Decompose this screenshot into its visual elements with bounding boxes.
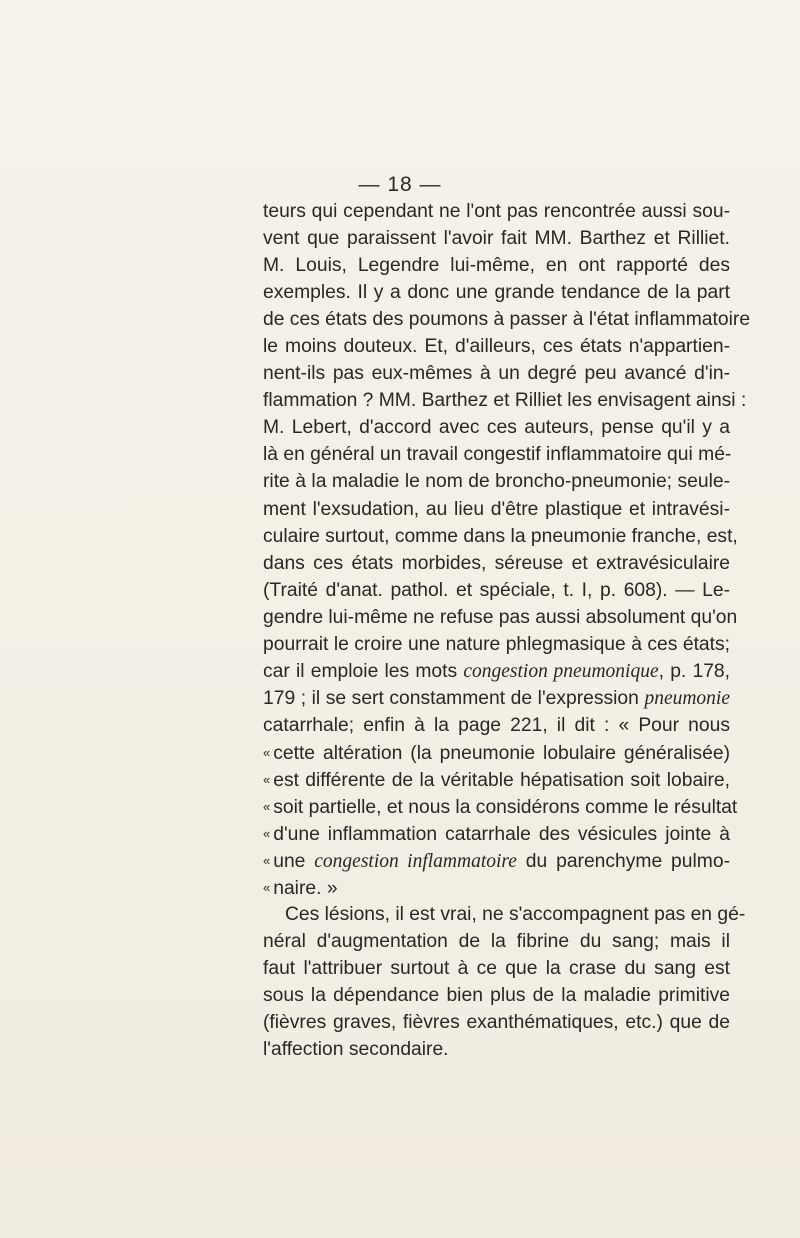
- guillemet: «: [263, 880, 271, 896]
- text-segment: soit partielle, et nous la considérons comme le résultat: [273, 797, 738, 819]
- text-line: faut l'attribuer surtout à ce que la crase du sang est: [263, 958, 730, 980]
- guillemet: «: [263, 771, 271, 787]
- quoted-line: [263, 820, 730, 847]
- text-line: l'affection secondaire.: [263, 1039, 449, 1061]
- text-line: (Traité d'anat. pathol. et spéciale, t. I, p. 608). — Le-: [263, 579, 730, 601]
- guillemet: «: [263, 826, 271, 842]
- text-segment: car il emploie les mots: [263, 660, 464, 682]
- text-line: catarrhale; enfin à la page 221, il dit : « Pour nous: [263, 714, 730, 736]
- text-line: rite à la maladie le nom de broncho-pneumonie; seule-: [263, 471, 730, 493]
- text-line: Ces lésions, il est vrai, ne s'accompagnent pas en gé-: [285, 904, 746, 926]
- quoted-line: [263, 847, 730, 874]
- text-segment: du parenchyme pulmo-: [516, 851, 730, 873]
- italic-term: congestion pneumonique: [463, 660, 659, 682]
- body-text: [263, 198, 751, 1064]
- text-line: gendre lui-même ne refuse pas aussi absolument qu'on: [263, 606, 738, 628]
- guillemet: «: [263, 744, 271, 760]
- quoted-line: [263, 874, 730, 901]
- text-line: [263, 685, 730, 712]
- text-line: pourrait le croire une nature phlegmasique à ces états;: [263, 633, 730, 655]
- text-segment: une: [273, 851, 315, 873]
- text-line: ment l'exsudation, au lieu d'être plastique et intravési-: [263, 498, 730, 520]
- text-line: M. Lebert, d'accord avec ces auteurs, pense qu'il y a: [263, 417, 730, 439]
- text-segment: cette altération (la pneumonie lobulaire généralisée): [273, 742, 730, 764]
- text-segment: 179 ; il se sert constamment de l'expression: [263, 687, 645, 709]
- text-line: néral d'augmentation de la fibrine du sang; mais il: [263, 931, 730, 953]
- text-segment: naire. »: [273, 878, 338, 900]
- text-line: teurs qui cependant ne l'ont pas rencontrée aussi sou-: [263, 201, 730, 222]
- guillemet: «: [263, 799, 271, 815]
- text-line: (fièvres graves, fièvres exanthématiques, etc.) que de: [263, 1012, 730, 1034]
- text-line: flammation ? MM. Barthez et Rilliet les envisagent ainsi :: [263, 390, 747, 412]
- italic-term: pneumonie: [644, 687, 730, 709]
- text-line: nent-ils pas eux-mêmes à un degré peu avancé d'in-: [263, 363, 730, 385]
- quoted-line: [263, 793, 738, 820]
- text-segment: est différente de la véritable hépatisation soit lobaire,: [273, 769, 730, 791]
- text-line: M. Louis, Legendre lui-même, en ont rapporté des: [263, 255, 730, 277]
- text-line: [263, 658, 730, 685]
- text-segment: , p. 178,: [658, 660, 731, 682]
- text-line: là en général un travail congestif inflammatoire qui mé-: [263, 444, 732, 466]
- text-line: de ces états des poumons à passer à l'état inflammatoire: [263, 309, 751, 331]
- guillemet: «: [263, 853, 271, 869]
- text-line: le moins douteux. Et, d'ailleurs, ces états n'appartien-: [263, 336, 730, 358]
- text-line: sous la dépendance bien plus de la maladie primitive: [263, 985, 730, 1007]
- page-number: — 18 —: [358, 173, 442, 196]
- text-line: dans ces états morbides, séreuse et extravésiculaire: [263, 552, 730, 574]
- italic-term: congestion inflammatoire: [314, 851, 517, 873]
- quoted-line: [263, 739, 730, 766]
- text-segment: d'une inflammation catarrhale des vésicules jointe à: [273, 824, 730, 846]
- text-line: culaire surtout, comme dans la pneumonie franche, est,: [263, 525, 738, 547]
- quoted-line: [263, 766, 730, 793]
- text-line: vent que paraissent l'avoir fait MM. Barthez et Rilliet.: [263, 228, 730, 250]
- text-line: exemples. Il y a donc une grande tendance de la part: [263, 282, 730, 304]
